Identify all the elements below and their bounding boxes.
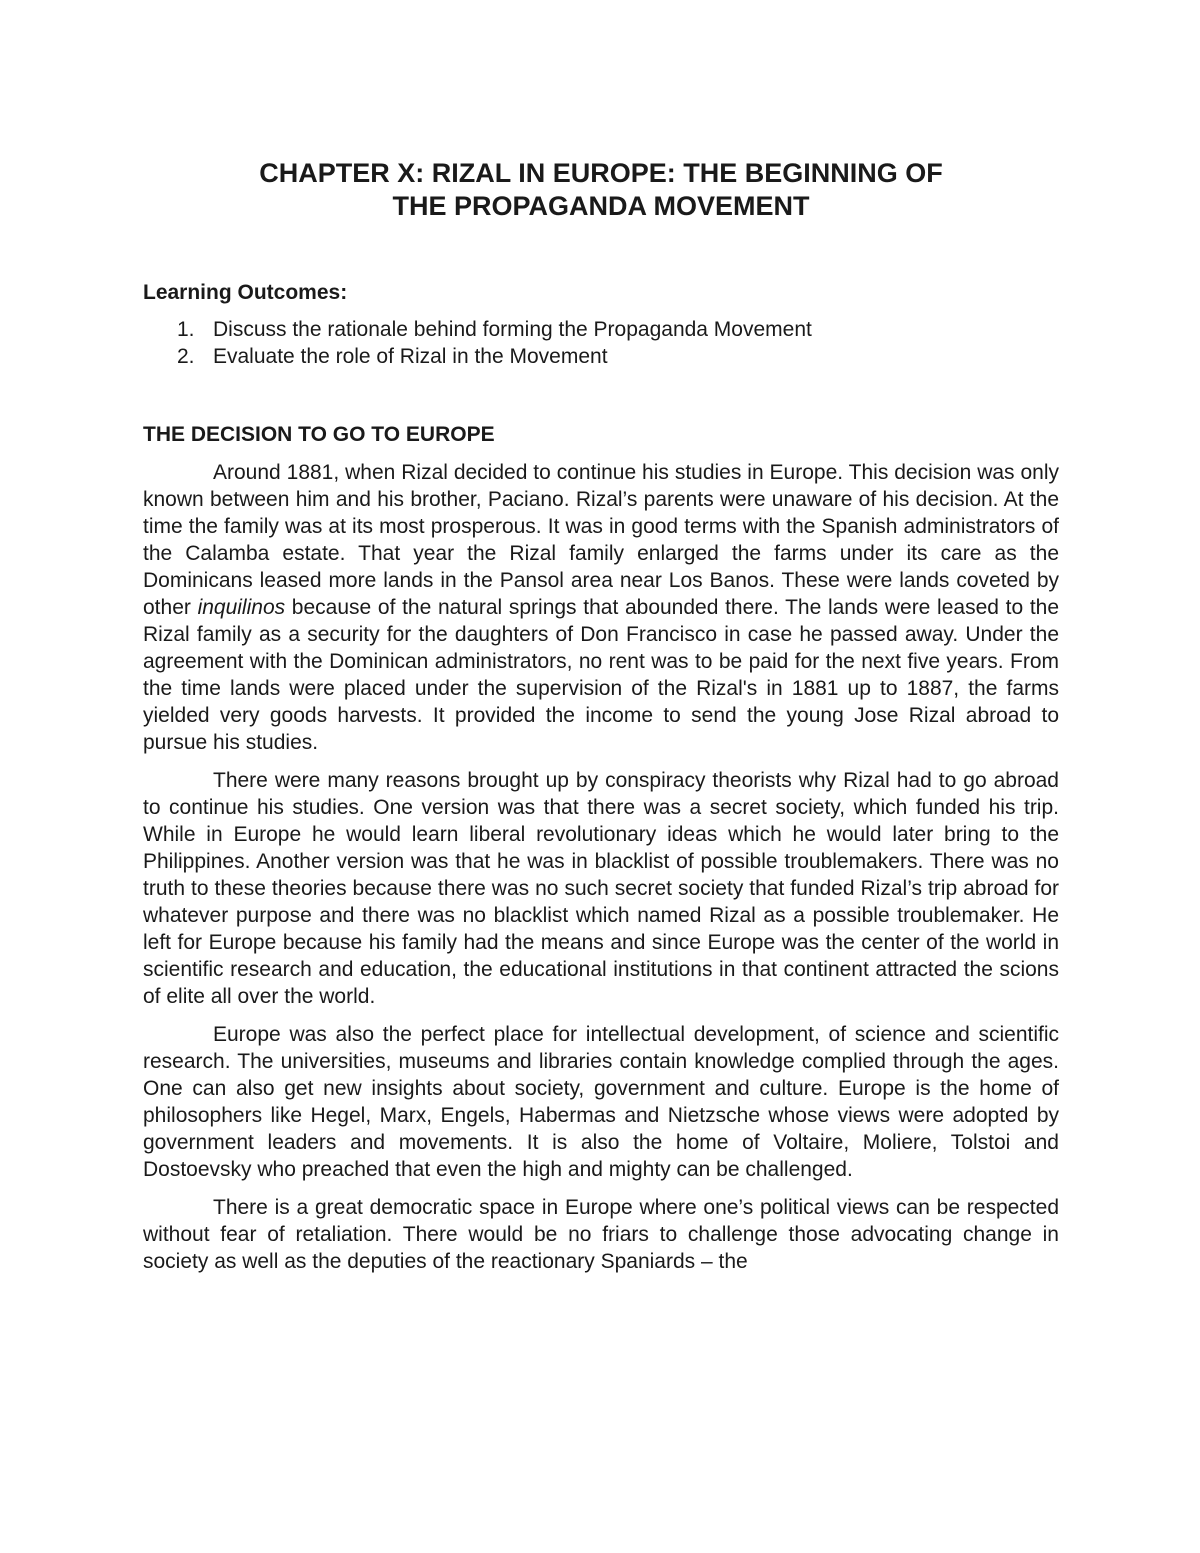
paragraph-1 <box>143 459 1059 756</box>
learning-outcome-text: Evaluate the role of Rizal in the Movement <box>213 345 608 368</box>
chapter-title-line-2: THE PROPAGANDA MOVEMENT <box>392 191 810 221</box>
learning-outcome-item <box>143 343 812 370</box>
list-number: 2. <box>177 345 195 368</box>
paragraph-3: Europe was also the perfect place for intellectual development, of science and scientific research. The universities, museums and libraries contain knowledge complied through the ages. One can also get new insights about society, government and culture. Europe is the home of philosophers like Hegel, Marx, Engels, Habermas and Nietzsche whose views were adopted by government leaders and movements. It is also the home of Voltaire, Moliere, Tolstoi and Dostoevsky who preached that even the high and mighty can be challenged. <box>143 1023 1059 1181</box>
section-body <box>143 459 1059 1286</box>
list-number: 1. <box>177 318 195 341</box>
learning-outcomes-list <box>143 316 812 370</box>
chapter-title <box>143 157 1059 223</box>
paragraph-2: There were many reasons brought up by conspiracy theorists why Rizal had to go abroad to continue his studies. One version was that there was a secret society, which funded his trip. While in Europe he would learn liberal revolutionary ideas which he would later bring to the Philippines. Another version was that he was in blacklist of possible troublemakers. There was no truth to these theories because there was no such secret society that funded Rizal’s trip abroad for whatever purpose and there was no blacklist which named Rizal as a possible troublemaker. He left for Europe because his family had the means and since Europe was the center of the world in scientific research and education, the educational institutions in that continent attracted the scions of elite all over the world. <box>143 769 1059 1008</box>
chapter-title-line-1: CHAPTER X: RIZAL IN EUROPE: THE BEGINNING OF <box>259 158 943 188</box>
learning-outcome-item <box>143 316 812 343</box>
learning-outcome-text: Discuss the rationale behind forming the Propaganda Movement <box>213 318 812 341</box>
paragraph-1-text-b: because of the natural springs that abounded there. The lands were leased to the Rizal family as a security for the daughters of Don Francisco in case he passed away. Under the agreement with the Dominican administrators, no rent was to be paid for the next five years. From the time lands were placed under the supervision of the Rizal's in 1881 up to 1887, the farms yielded very goods harvests. It provided the income to send the young Jose Rizal abroad to pursue his studies. <box>143 596 1060 754</box>
learning-outcomes-heading: Learning Outcomes: <box>143 281 348 304</box>
section-heading: THE DECISION TO GO TO EUROPE <box>143 423 495 446</box>
paragraph-1-text-a: Around 1881, when Rizal decided to continue his studies in Europe. This decision was only known between him and his brother, Paciano. Rizal’s parents were unaware of his decision. At the time the family was at its most prosperous. It was in good terms with the Spanish administrators of the Calamba estate. That year the Rizal family enlarged the farms under its care as the Dominicans leased more lands in the Pansol area near Los Banos. These were lands coveted by other <box>143 461 1059 619</box>
paragraph-4: There is a great democratic space in Europe where one’s political views can be respected without fear of retaliation. There would be no friars to challenge those advocating change in society as well as the deputies of the reactionary Spaniards – the <box>143 1196 1059 1273</box>
paragraph-1-italic-term: inquilinos <box>197 596 286 619</box>
